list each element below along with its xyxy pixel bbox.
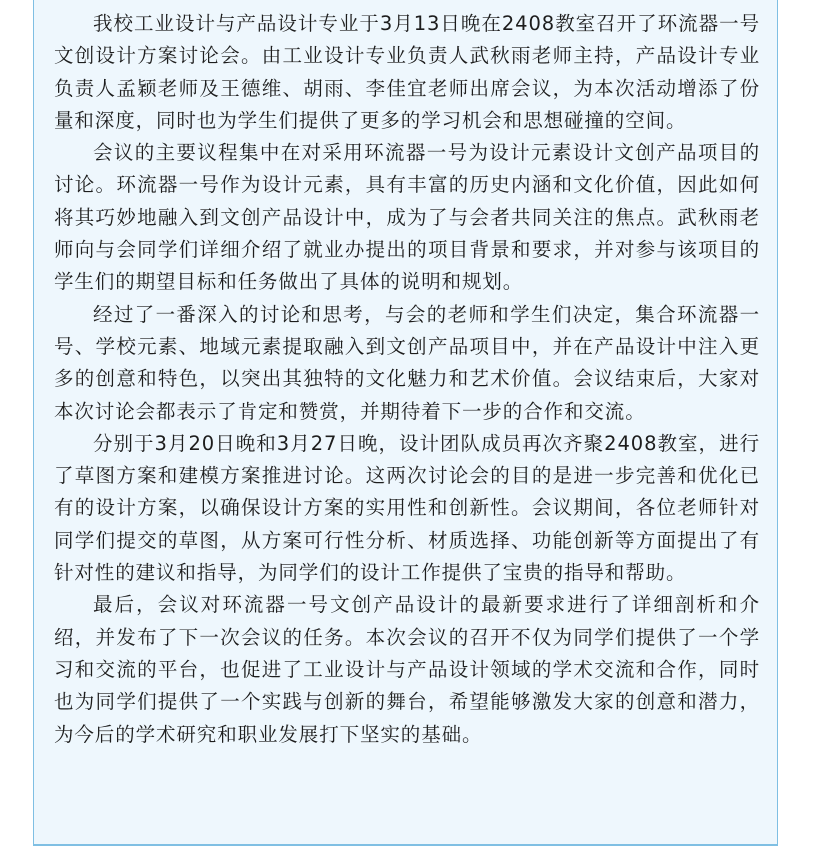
- article-frame: [33, 0, 778, 846]
- paragraph-4: 分别于3月20日晚和3月27日晚，设计团队成员再次齐聚2408教室，进行了草图方案和建模方案推进讨论。这两次讨论会的目的是进一步完善和优化已有的设计方案，以确保设计方案的实用性和创新性。会议期间，各位老师针对同学们提交的草图，从方案可行性分析、材质选择、功能创新等方面提出了有针对性的建议和指导，为同学们的设计工作提供了宝贵的指导和帮助。: [54, 431, 760, 585]
- paragraph-2: 会议的主要议程集中在对采用环流器一号为设计元素设计文创产品项目的讨论。环流器一号作为设计元素，具有丰富的历史内涵和文化价值，因此如何将其巧妙地融入到文创产品设计中，成为了与会者共同关注的焦点。武秋雨老师向与会同学们详细介绍了就业办提出的项目背景和要求，并对参与该项目的学生们的期望目标和任务做出了具体的说明和规划。: [54, 141, 760, 294]
- paragraph-3: 经过了一番深入的讨论和思考，与会的老师和学生们决定，集合环流器一号、学校元素、地域元素提取融入到文创产品项目中，并在产品设计中注入更多的创意和特色，以突出其独特的文化魅力和艺术价值。会议结束后，大家对本次讨论会都表示了肯定和赞赏，并期待着下一步的合作和交流。: [54, 302, 760, 423]
- article-body: [54, 8, 760, 751]
- paragraph-5: 最后，会议对环流器一号文创产品设计的最新要求进行了详细剖析和介绍，并发布了下一次会议的任务。本次会议的召开不仅为同学们提供了一个学习和交流的平台，也促进了工业设计与产品设计领域的学术交流和合作，同时也为同学们提供了一个实践与创新的舞台，希望能够激发大家的创意和潜力，为今后的学术研究和职业发展打下坚实的基础。: [54, 593, 760, 746]
- paragraph-1: 我校工业设计与产品设计专业于3月13日晚在2408教室召开了环流器一号文创设计方案讨论会。由工业设计专业负责人武秋雨老师主持，产品设计专业负责人孟颖老师及王德维、胡雨、李佳宜老师出席会议，为本次活动增添了份量和深度，同时也为学生们提供了更多的学习机会和思想碰撞的空间。: [54, 12, 760, 132]
